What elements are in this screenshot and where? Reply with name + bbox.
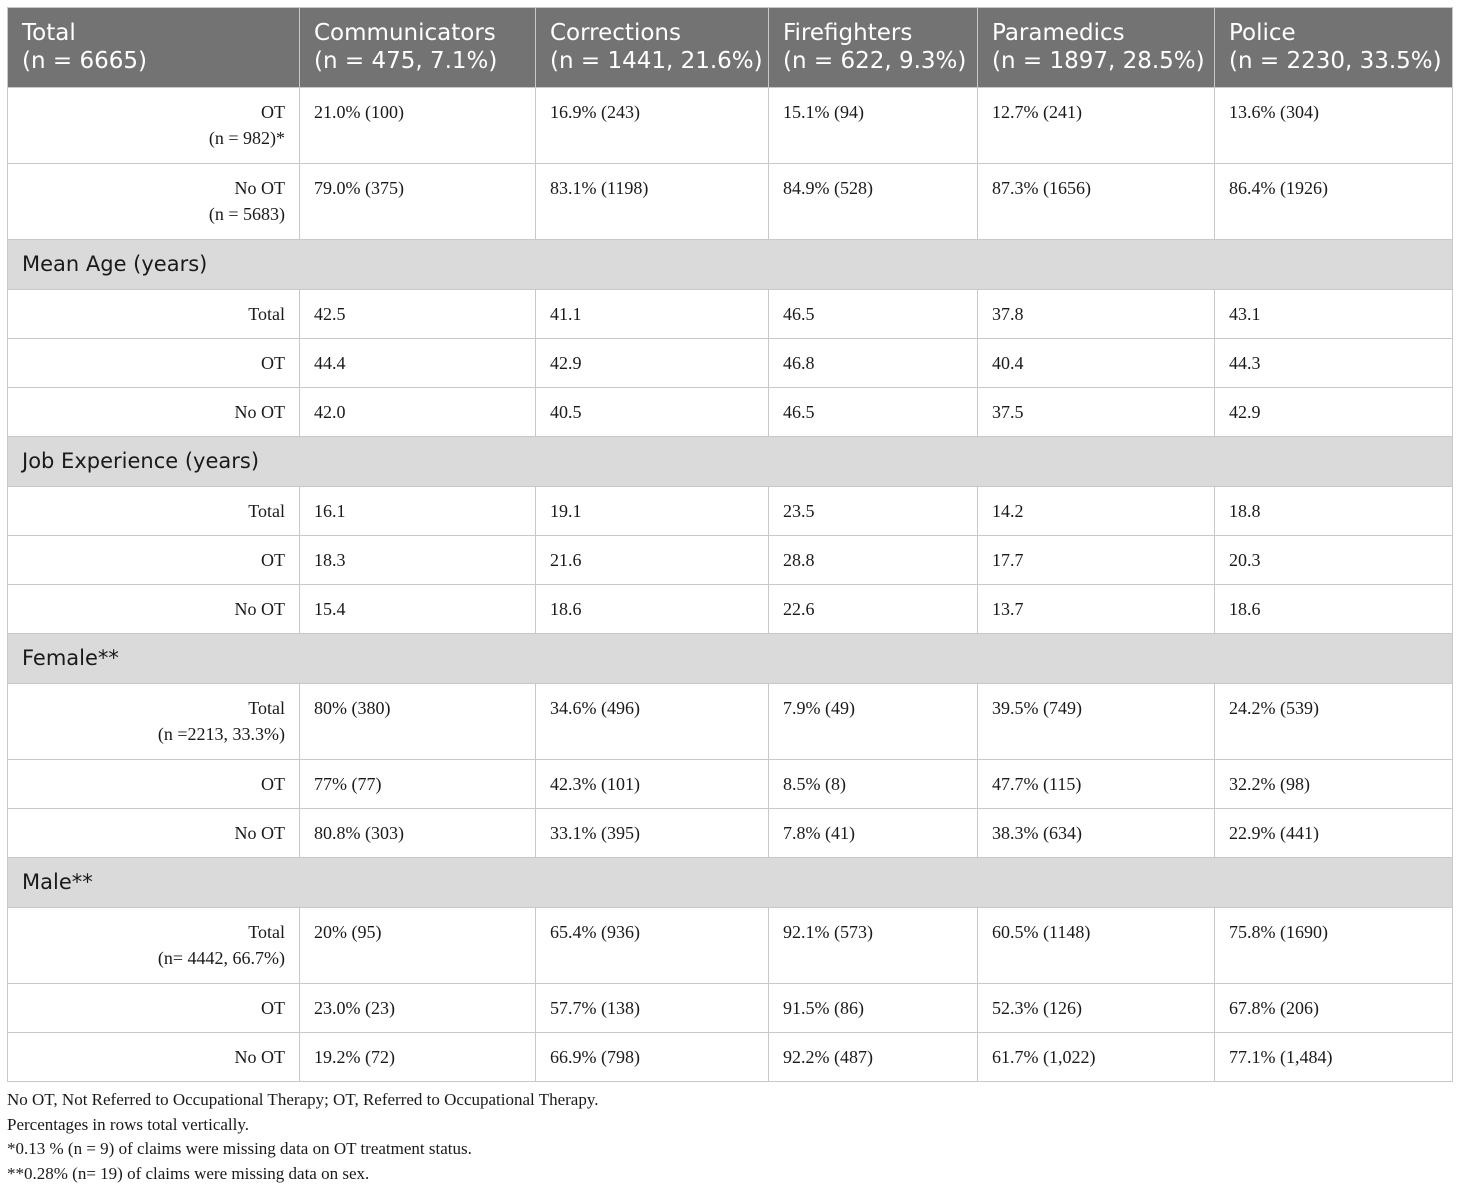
table-cell: 18.3 [300, 536, 536, 585]
row-label: Total [248, 922, 285, 942]
table-cell: 44.3 [1215, 339, 1453, 388]
header-count: (n = 475, 7.1%) [314, 48, 498, 74]
table-cell: 32.2% (98) [1215, 760, 1453, 809]
footnote: Percentages in rows total vertically. [7, 1114, 250, 1134]
table-footnotes [7, 1088, 1452, 1186]
header-title: Total [22, 20, 76, 46]
table-cell: 57.7% (138) [536, 984, 769, 1033]
row-label-cell [8, 88, 300, 164]
table-cell: 21.6 [536, 536, 769, 585]
table-cell: 67.8% (206) [1215, 984, 1453, 1033]
section-row [8, 858, 1453, 908]
table-cell: 18.8 [1215, 487, 1453, 536]
table-cell: 83.1% (1198) [536, 164, 769, 240]
table-cell: 16.1 [300, 487, 536, 536]
header-title: Police [1229, 20, 1296, 46]
row-label: OT [261, 550, 285, 570]
header-cell [769, 8, 978, 88]
table-cell: 7.9% (49) [769, 684, 978, 760]
footnote: **0.28% (n= 19) of claims were missing data on sex. [7, 1163, 370, 1183]
table-cell: 19.2% (72) [300, 1033, 536, 1082]
row-label-cell [8, 760, 300, 809]
table-cell: 42.5 [300, 290, 536, 339]
table-row [8, 388, 1453, 437]
table-row [8, 984, 1453, 1033]
header-cell [8, 8, 300, 88]
row-label: OT [261, 998, 285, 1018]
row-label-cell [8, 487, 300, 536]
table-cell: 60.5% (1148) [978, 908, 1215, 984]
table-cell: 79.0% (375) [300, 164, 536, 240]
table-cell: 43.1 [1215, 290, 1453, 339]
header-cell [536, 8, 769, 88]
table-row [8, 585, 1453, 634]
table-cell: 92.2% (487) [769, 1033, 978, 1082]
row-label-cell [8, 908, 300, 984]
table-row [8, 290, 1453, 339]
row-label: No OT [234, 178, 285, 198]
row-label-cell [8, 984, 300, 1033]
table-cell: 44.4 [300, 339, 536, 388]
table-cell: 18.6 [536, 585, 769, 634]
table-cell: 92.1% (573) [769, 908, 978, 984]
table-cell: 18.6 [1215, 585, 1453, 634]
table-row [8, 339, 1453, 388]
row-label: No OT [234, 1047, 285, 1067]
section-heading: Male** [8, 858, 1453, 908]
header-cell [978, 8, 1215, 88]
table-cell: 8.5% (8) [769, 760, 978, 809]
header-count: (n = 2230, 33.5%) [1229, 48, 1442, 74]
table-cell: 15.1% (94) [769, 88, 978, 164]
table-cell: 21.0% (100) [300, 88, 536, 164]
header-count: (n = 1897, 28.5%) [992, 48, 1205, 74]
table-cell: 13.6% (304) [1215, 88, 1453, 164]
table-cell: 16.9% (243) [536, 88, 769, 164]
table-cell: 15.4 [300, 585, 536, 634]
row-label: Total [248, 698, 285, 718]
table-cell: 20.3 [1215, 536, 1453, 585]
row-label-cell [8, 536, 300, 585]
row-label-cell [8, 585, 300, 634]
row-label-cell [8, 388, 300, 437]
table-cell: 17.7 [978, 536, 1215, 585]
row-label-cell [8, 290, 300, 339]
table-body [8, 88, 1453, 1082]
table-row [8, 487, 1453, 536]
section-row [8, 634, 1453, 684]
table-row [8, 809, 1453, 858]
row-sublabel: (n= 4442, 66.7%) [157, 948, 285, 968]
data-table [7, 7, 1453, 1082]
table-cell: 20% (95) [300, 908, 536, 984]
table-row [8, 908, 1453, 984]
header-title: Paramedics [992, 20, 1125, 46]
table-cell: 7.8% (41) [769, 809, 978, 858]
table-cell: 39.5% (749) [978, 684, 1215, 760]
header-count: (n = 6665) [22, 48, 147, 74]
table-cell: 65.4% (936) [536, 908, 769, 984]
table-row [8, 164, 1453, 240]
table-cell: 28.8 [769, 536, 978, 585]
table-cell: 34.6% (496) [536, 684, 769, 760]
table-row [8, 1033, 1453, 1082]
section-heading: Female** [8, 634, 1453, 684]
table-cell: 37.8 [978, 290, 1215, 339]
header-count: (n = 1441, 21.6%) [550, 48, 763, 74]
table-cell: 22.6 [769, 585, 978, 634]
table-cell: 19.1 [536, 487, 769, 536]
table-cell: 23.0% (23) [300, 984, 536, 1033]
table-cell: 47.7% (115) [978, 760, 1215, 809]
table-row [8, 684, 1453, 760]
table-cell: 24.2% (539) [1215, 684, 1453, 760]
table-cell: 46.8 [769, 339, 978, 388]
row-label: No OT [234, 402, 285, 422]
table-cell: 33.1% (395) [536, 809, 769, 858]
table-cell: 77% (77) [300, 760, 536, 809]
footnote: No OT, Not Referred to Occupational Therapy; OT, Referred to Occupational Therapy. [7, 1090, 599, 1109]
table-cell: 42.3% (101) [536, 760, 769, 809]
row-label-cell [8, 1033, 300, 1082]
table-cell: 42.9 [536, 339, 769, 388]
row-label: Total [248, 304, 285, 324]
table-cell: 22.9% (441) [1215, 809, 1453, 858]
table-cell: 86.4% (1926) [1215, 164, 1453, 240]
row-label: Total [248, 501, 285, 521]
table-cell: 77.1% (1,484) [1215, 1033, 1453, 1082]
row-label: OT [261, 353, 285, 373]
row-label-cell [8, 809, 300, 858]
section-heading: Mean Age (years) [8, 240, 1453, 290]
header-title: Corrections [550, 20, 681, 46]
table-cell: 42.9 [1215, 388, 1453, 437]
row-sublabel: (n = 5683) [208, 204, 285, 224]
footnote: *0.13 % (n = 9) of claims were missing data on OT treatment status. [7, 1139, 472, 1158]
table-cell: 84.9% (528) [769, 164, 978, 240]
table-cell: 66.9% (798) [536, 1033, 769, 1082]
row-label-cell [8, 339, 300, 388]
section-row [8, 437, 1453, 487]
header-cell [300, 8, 536, 88]
table-cell: 61.7% (1,022) [978, 1033, 1215, 1082]
row-label: No OT [234, 823, 285, 843]
row-label: No OT [234, 599, 285, 619]
row-label-cell [8, 164, 300, 240]
table-cell: 75.8% (1690) [1215, 908, 1453, 984]
section-row [8, 240, 1453, 290]
table-cell: 46.5 [769, 290, 978, 339]
table-cell: 40.4 [978, 339, 1215, 388]
table-cell: 52.3% (126) [978, 984, 1215, 1033]
table-cell: 80.8% (303) [300, 809, 536, 858]
table-cell: 91.5% (86) [769, 984, 978, 1033]
row-sublabel: (n = 982)* [208, 128, 285, 148]
row-label: OT [261, 774, 285, 794]
table-cell: 38.3% (634) [978, 809, 1215, 858]
table-cell: 87.3% (1656) [978, 164, 1215, 240]
table-cell: 14.2 [978, 487, 1215, 536]
table-container [7, 7, 1452, 1186]
table-row [8, 536, 1453, 585]
table-cell: 37.5 [978, 388, 1215, 437]
row-sublabel: (n =2213, 33.3%) [157, 724, 285, 744]
row-label: OT [261, 102, 285, 122]
table-cell: 42.0 [300, 388, 536, 437]
header-row [8, 8, 1453, 88]
header-cell [1215, 8, 1453, 88]
section-heading: Job Experience (years) [8, 437, 1453, 487]
header-count: (n = 622, 9.3%) [783, 48, 967, 74]
header-title: Communicators [314, 20, 496, 46]
table-cell: 12.7% (241) [978, 88, 1215, 164]
header-title: Firefighters [783, 20, 913, 46]
table-row [8, 88, 1453, 164]
table-cell: 40.5 [536, 388, 769, 437]
table-cell: 80% (380) [300, 684, 536, 760]
table-cell: 41.1 [536, 290, 769, 339]
table-cell: 13.7 [978, 585, 1215, 634]
table-cell: 46.5 [769, 388, 978, 437]
table-cell: 23.5 [769, 487, 978, 536]
row-label-cell [8, 684, 300, 760]
table-row [8, 760, 1453, 809]
